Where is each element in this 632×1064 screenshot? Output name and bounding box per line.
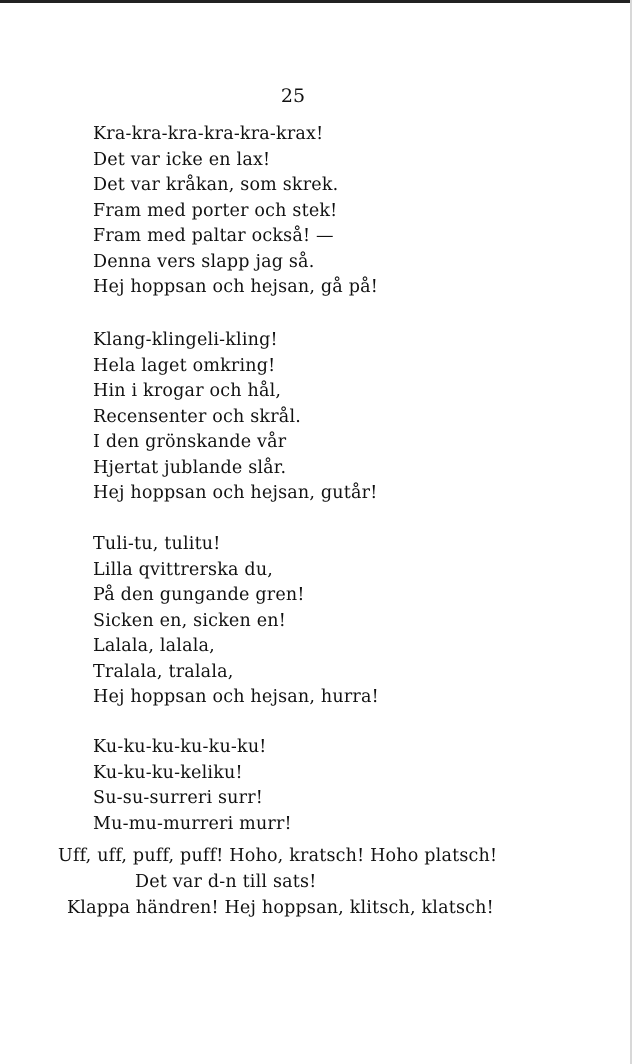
stanza-1 <box>93 122 378 301</box>
stanza-4 <box>93 735 292 837</box>
closing-line-3: Klappa händren! Hej hoppsan, klitsch, klatsch! <box>67 898 494 918</box>
verse-line: På den gungande gren! <box>93 585 305 605</box>
verse-line: Lalala, lalala, <box>93 636 215 656</box>
closing-line-1: Uff, uff, puff, puff! Hoho, kratsch! Hoho platsch! <box>58 846 498 866</box>
verse-line: Sicken en, sicken en! <box>93 610 286 631</box>
verse-line: Fram med paltar också! — <box>93 226 334 246</box>
verse-line: Hej hoppsan och hejsan, hurra! <box>93 687 379 707</box>
verse-line: Hej hoppsan och hejsan, gå på! <box>93 277 378 297</box>
verse-line: Mu-mu-murreri murr! <box>93 813 292 834</box>
top-border-rule <box>0 0 632 3</box>
verse-line: Hela laget omkring! <box>93 355 276 376</box>
stanza-3 <box>93 532 379 711</box>
verse-line: Tralala, tralala, <box>93 661 234 682</box>
verse-line: Kra-kra-kra-kra-kra-krax! <box>93 124 324 144</box>
verse-line: Recensenter och skrål. <box>93 406 301 427</box>
verse-line: Lilla qvittrerska du, <box>93 559 274 580</box>
verse-line: Su-su-surreri surr! <box>93 788 264 808</box>
verse-line: Hin i krogar och hål, <box>93 381 282 401</box>
stanza-2 <box>93 328 377 507</box>
verse-line: Hjertat jublande slår. <box>93 457 287 478</box>
verse-line: Ku-ku-ku-ku-ku-ku! <box>93 737 267 757</box>
verse-line: Denna vers slapp jag så. <box>93 251 315 272</box>
verse-line: Ku-ku-ku-keliku! <box>93 762 243 783</box>
verse-line: I den grönskande vår <box>93 432 287 452</box>
verse-line: Fram med porter och stek! <box>93 200 338 221</box>
page-number: 25 <box>280 85 306 107</box>
verse-line: Det var icke en lax! <box>93 149 271 170</box>
verse-line: Klang-klingeli-kling! <box>93 330 278 350</box>
closing-line-2: Det var d-n till sats! <box>135 872 317 892</box>
verse-line: Det var kråkan, som skrek. <box>93 175 339 195</box>
verse-line: Hej hoppsan och hejsan, gutår! <box>93 483 378 503</box>
verse-line: Tuli-tu, tulitu! <box>93 534 221 554</box>
